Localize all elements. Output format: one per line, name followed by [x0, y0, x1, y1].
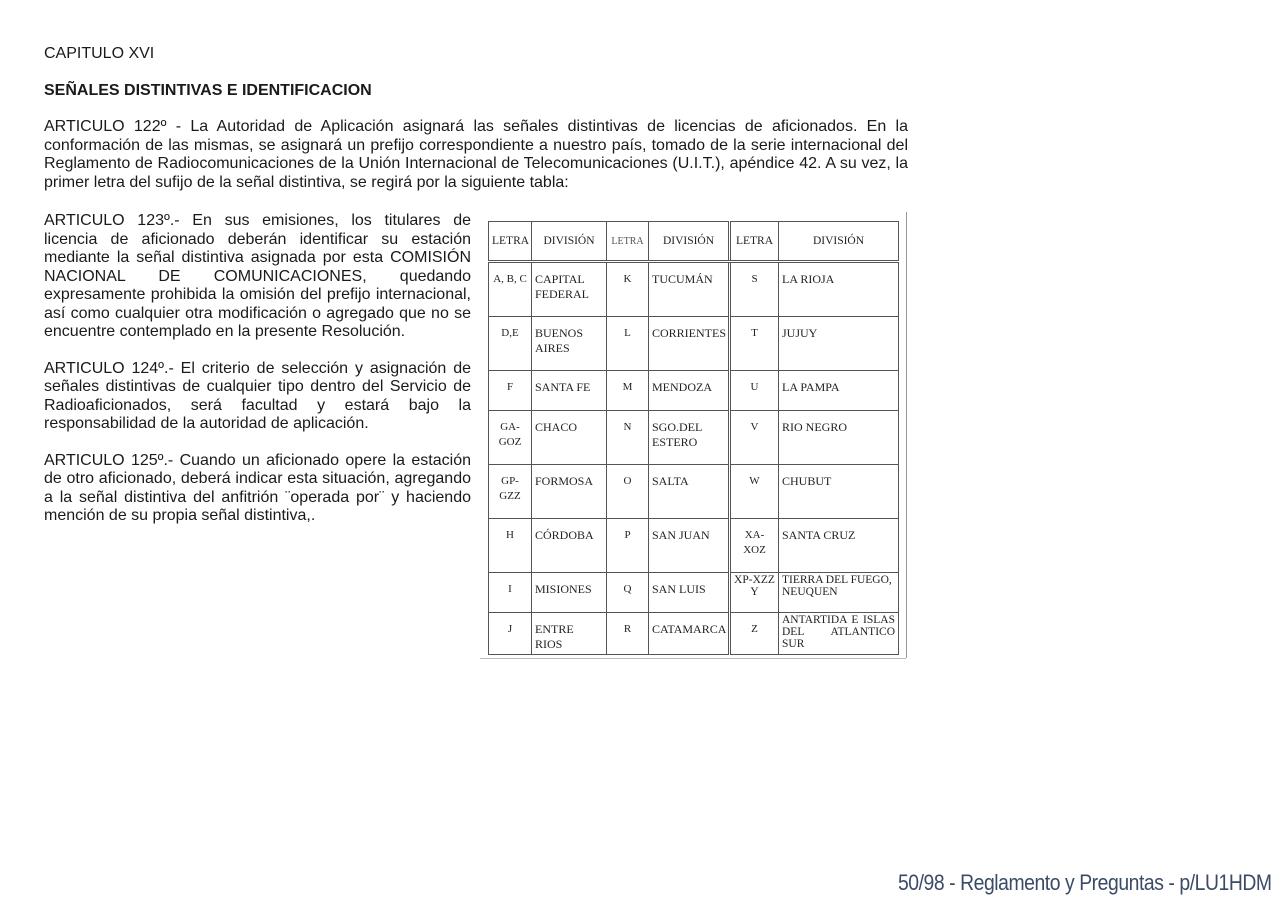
cell-division: RIO NEGRO: [779, 411, 899, 465]
cell-letra: N: [607, 411, 649, 465]
cell-division: FORMOSA: [532, 465, 607, 519]
cell-letra: S: [730, 262, 779, 317]
cell-letra: J: [489, 613, 532, 655]
header-division: DIVISIÓN: [649, 222, 730, 262]
cell-division: SGO.DEL ESTERO: [649, 411, 730, 465]
cell-division: BUENOS AIRES: [532, 317, 607, 371]
header-letra: LETRA: [730, 222, 779, 262]
cell-division: MENDOZA: [649, 371, 730, 411]
cell-letra: R: [607, 613, 649, 655]
cell-letra: D,E: [489, 317, 532, 371]
table-row: [489, 519, 899, 573]
cell-division: LA PAMPA: [779, 371, 899, 411]
cell-division: ENTRE RIOS: [532, 613, 607, 655]
table-row: [489, 262, 899, 317]
section-title: SEÑALES DISTINTIVAS E IDENTIFICACION: [44, 82, 372, 99]
cell-division: CHACO: [532, 411, 607, 465]
article-123: ARTICULO 123º.- En sus emisiones, los titulares de licencia de aficionado deberán identificar su estación mediante la señal distintiva asignada por esta COMISIÓN NACIONAL DE COMUNICACIONES, quedando expresamente prohibida la omisión del prefijo internacional, así como cualquier otra modificación o agregado que no se encuentre contemplado en la presente Resolución.: [44, 212, 471, 340]
cell-letra: W: [730, 465, 779, 519]
page-footer: 50/98 - Reglamento y Preguntas - p/LU1HDM: [898, 870, 1272, 895]
cell-division: CORRIENTES: [649, 317, 730, 371]
cell-division: MISIONES: [532, 573, 607, 613]
chapter-heading: CAPITULO XVI: [44, 45, 155, 62]
cell-letra: V: [730, 411, 779, 465]
cell-letra: I: [489, 573, 532, 613]
cell-division: SAN JUAN: [649, 519, 730, 573]
cell-division: SANTA CRUZ: [779, 519, 899, 573]
division-letter-table: [488, 221, 899, 655]
cell-division: CATAMARCA: [649, 613, 730, 655]
cell-letra: T: [730, 317, 779, 371]
cell-letra: Z: [730, 613, 779, 655]
cell-letra: Q: [607, 573, 649, 613]
cell-division: CAPITAL FEDERAL: [532, 262, 607, 317]
page-content: [44, 44, 908, 192]
header-letra: LETRA: [607, 222, 649, 262]
cell-division: CÓRDOBA: [532, 519, 607, 573]
table-row: [489, 411, 899, 465]
cell-letra: F: [489, 371, 532, 411]
article-122: ARTICULO 122º - La Autoridad de Aplicación asignará las señales distintivas de licencias de aficionados. En la conformación de las mismas, se asignará un prefijo correspondiente a nuestro país, tomado de la serie internacional del Reglamento de Radiocomunicaciones de la Unión Internacional de Telecomunicaciones (U.I.T.), apéndice 42. A su vez, la primer letra del sufijo de la señal distintiva, se regirá por la siguiente tabla:: [44, 118, 908, 191]
cell-division: SANTA FE: [532, 371, 607, 411]
cell-letra: H: [489, 519, 532, 573]
cell-division: JUJUY: [779, 317, 899, 371]
cell-division: SALTA: [649, 465, 730, 519]
cell-division: TUCUMÁN: [649, 262, 730, 317]
lower-section: [44, 212, 908, 672]
cell-division: TIERRA DEL FUEGO, NEUQUEN: [779, 573, 899, 613]
cell-division: SAN LUIS: [649, 573, 730, 613]
division-letter-table-wrap: [488, 221, 898, 655]
header-division: DIVISIÓN: [532, 222, 607, 262]
cell-letra: GP-GZZ: [489, 465, 532, 519]
cell-letra: K: [607, 262, 649, 317]
cell-letra: GA-GOZ: [489, 411, 532, 465]
table-header-row: [489, 222, 899, 262]
cell-letra: O: [607, 465, 649, 519]
table-row: [489, 573, 899, 613]
article-125: ARTICULO 125º.- Cuando un aficionado opere la estación de otro aficionado, deberá indicar esta situación, agregando a la señal distintiva del anfitrión ¨operada por¨ y haciendo mención de su propia señal distintiva,.: [44, 451, 471, 524]
cell-letra: L: [607, 317, 649, 371]
article-124: ARTICULO 124º.- El criterio de selección y asignación de señales distintivas de cualquier tipo dentro del Servicio de Radioaficionados, será facultad y estará bajo la responsabilidad de la autoridad de aplicación.: [44, 359, 471, 432]
cell-division: ANTARTIDA E ISLAS DEL ATLANTICO SUR: [779, 613, 899, 655]
table-frame-right-line: [906, 212, 907, 658]
table-row: [489, 371, 899, 411]
cell-letra: A, B, C: [489, 262, 532, 317]
table-row: [489, 465, 899, 519]
table-row: [489, 613, 899, 655]
cell-letra: XA-XOZ: [730, 519, 779, 573]
table-frame-bottom-line: [480, 658, 906, 659]
articles-column: [44, 212, 471, 544]
cell-letra: P: [607, 519, 649, 573]
cell-letra: XP-XZZ Y: [730, 573, 779, 613]
cell-letra: M: [607, 371, 649, 411]
cell-division: LA RIOJA: [779, 262, 899, 317]
table-row: [489, 317, 899, 371]
header-letra: LETRA: [489, 222, 532, 262]
cell-letra: U: [730, 371, 779, 411]
header-division: DIVISIÓN: [779, 222, 899, 262]
cell-division: CHUBUT: [779, 465, 899, 519]
